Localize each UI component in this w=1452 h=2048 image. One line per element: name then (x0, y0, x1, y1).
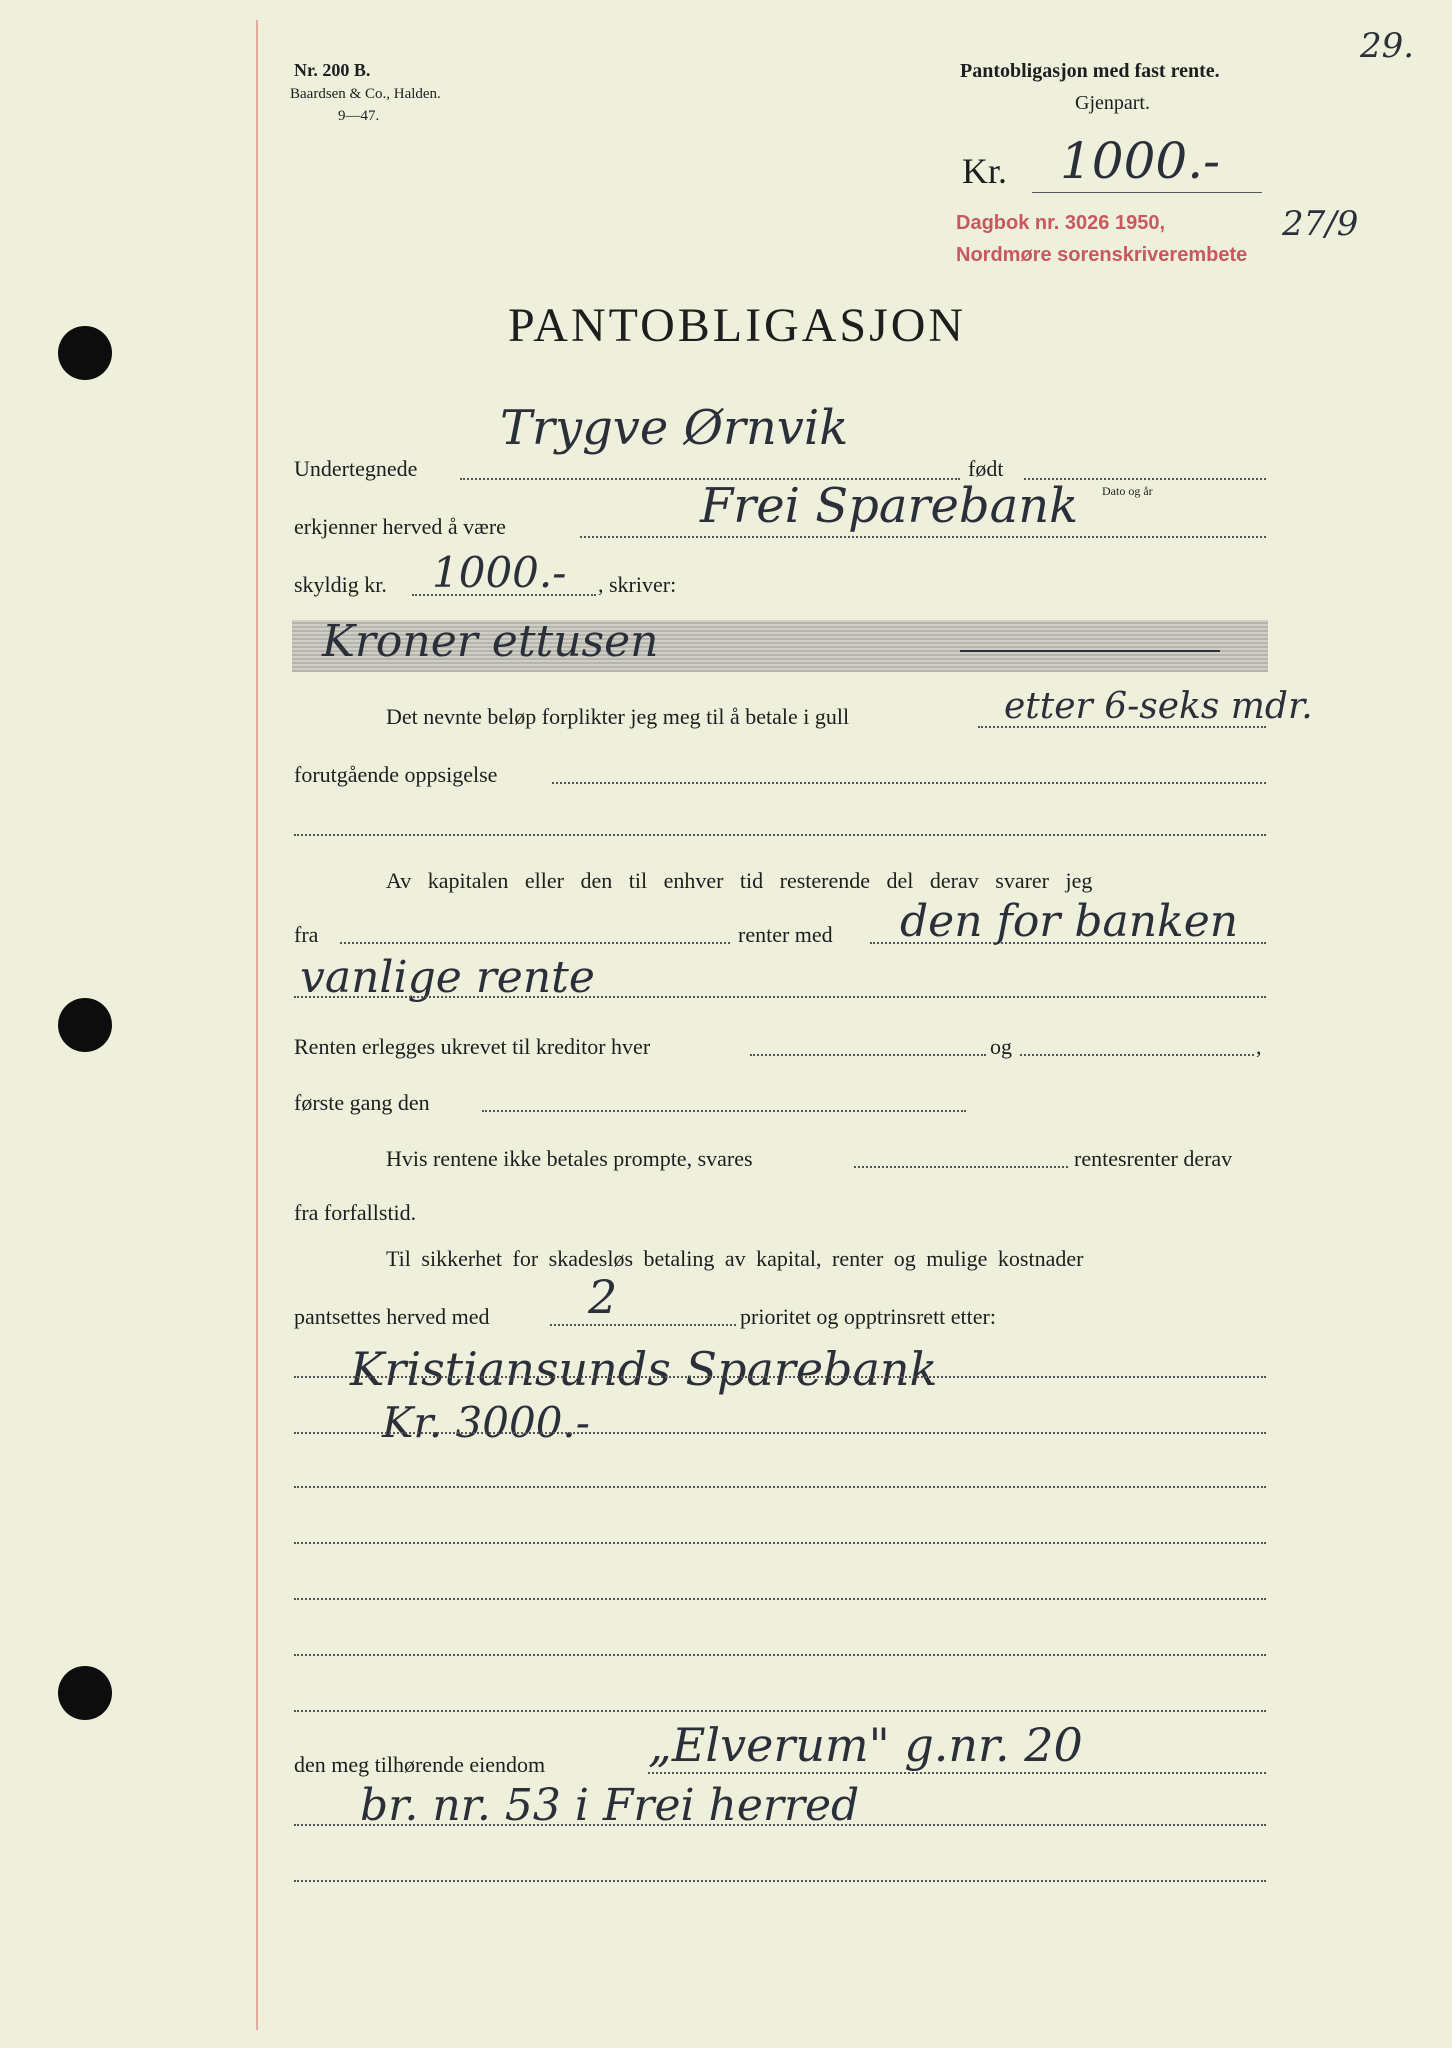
amount-value: 1000.- (1060, 132, 1221, 190)
dagbok-stamp: Dagbok nr. 3026 1950, (956, 212, 1166, 234)
skyldig-value: 1000.- (432, 548, 567, 597)
sikkerhet-label: Til sikkerhet for skadesløs betaling av kapital, renter og mulige kostnader (386, 1246, 1084, 1271)
skyldig-label: skyldig kr. (294, 572, 387, 597)
form-date: 9—47. (338, 108, 380, 124)
margin-line (256, 20, 258, 2030)
etter-line-6 (294, 1654, 1266, 1656)
renten-line-1 (750, 1054, 986, 1056)
dato-label: Dato og år (1102, 484, 1153, 498)
kroner-value: Kroner ettusen (322, 616, 659, 667)
eiendom-value-2: br. nr. 53 i Frei herred (360, 1780, 860, 1831)
erkjenner-value: Frei Sparebank (700, 478, 1079, 534)
etter-line-7 (294, 1710, 1266, 1712)
form-printer: Baardsen & Co., Halden. (290, 86, 441, 102)
eiendom-line-1 (648, 1772, 1266, 1774)
etter-line-3 (294, 1486, 1266, 1488)
renter-line-2 (294, 996, 1266, 998)
rentesrenter-label: rentesrenter derav (1074, 1146, 1233, 1171)
belop-label: Det nevnte beløp forplikter jeg meg til å betale i gull (386, 704, 850, 729)
renten-line-2 (1020, 1054, 1254, 1056)
doc-type: Pantobligasjon med fast rente. (960, 60, 1220, 82)
renten-comma: , (1256, 1034, 1262, 1059)
undertegnede-value: Trygve Ørnvik (500, 400, 849, 456)
forste-line (482, 1110, 966, 1112)
hvis-line (854, 1166, 1068, 1168)
renter-value-2: vanlige rente (300, 952, 595, 1003)
amount-line (1032, 192, 1262, 193)
eiendom-value-1: „Elverum" g.nr. 20 (648, 1718, 1083, 1772)
etter-value-1: Kristiansunds Sparebank (350, 1342, 938, 1396)
renter-label: renter med (738, 922, 833, 947)
form-number: Nr. 200 B. (294, 60, 371, 80)
etter-value-2: Kr. 3000.- (382, 1398, 590, 1447)
etter-line-1 (294, 1376, 1266, 1378)
undertegnede-label: Undertegnede (294, 456, 418, 481)
og-label: og (990, 1034, 1012, 1059)
renter-value-1: den for banken (900, 896, 1239, 947)
punch-hole (58, 998, 112, 1052)
pantsettes-value: 2 (588, 1270, 618, 1324)
pantsettes-line (550, 1324, 736, 1326)
office-stamp: Nordmøre sorenskriverembete (956, 244, 1248, 266)
forfall-label: fra forfallstid. (294, 1200, 417, 1225)
punch-hole (58, 1666, 112, 1720)
fra-line (340, 942, 730, 944)
page-number: 29. (1360, 26, 1415, 66)
forste-label: første gang den (294, 1090, 430, 1115)
blank-line (294, 834, 1266, 836)
kroner-stroke (960, 650, 1220, 652)
etter-line-4 (294, 1542, 1266, 1544)
belop-value: etter 6-seks mdr. (1004, 686, 1313, 727)
renten-label: Renten erlegges ukrevet til kreditor hver (294, 1034, 651, 1059)
oppsigelse-line (552, 782, 1266, 784)
fra-label: fra (294, 922, 319, 947)
eiendom-line-3 (294, 1880, 1266, 1882)
kapital-label: Av kapitalen eller den til enhver tid resterende del derav svarer jeg (386, 868, 1093, 893)
doc-copy: Gjenpart. (1075, 92, 1150, 114)
stamp-date: 27/9 (1282, 204, 1359, 244)
pantsettes-label: pantsettes herved med (294, 1304, 490, 1329)
eiendom-line-2 (294, 1824, 1266, 1826)
skriver-label: , skriver: (598, 572, 677, 597)
hvis-label: Hvis rentene ikke betales prompte, svares (386, 1146, 753, 1171)
prioritet-label: prioritet og opptrinsrett etter: (740, 1304, 996, 1329)
amount-prefix: Kr. (962, 151, 1007, 191)
erkjenner-line (580, 536, 1266, 538)
page-title: PANTOBLIGASJON (508, 299, 967, 352)
punch-hole (58, 326, 112, 380)
erkjenner-label: erkjenner herved å være (294, 514, 506, 539)
fodt-label: født (968, 456, 1004, 481)
eiendom-label: den meg tilhørende eiendom (294, 1752, 546, 1777)
etter-line-2 (294, 1432, 1266, 1434)
etter-line-5 (294, 1598, 1266, 1600)
oppsigelse-label: forutgående oppsigelse (294, 762, 498, 787)
